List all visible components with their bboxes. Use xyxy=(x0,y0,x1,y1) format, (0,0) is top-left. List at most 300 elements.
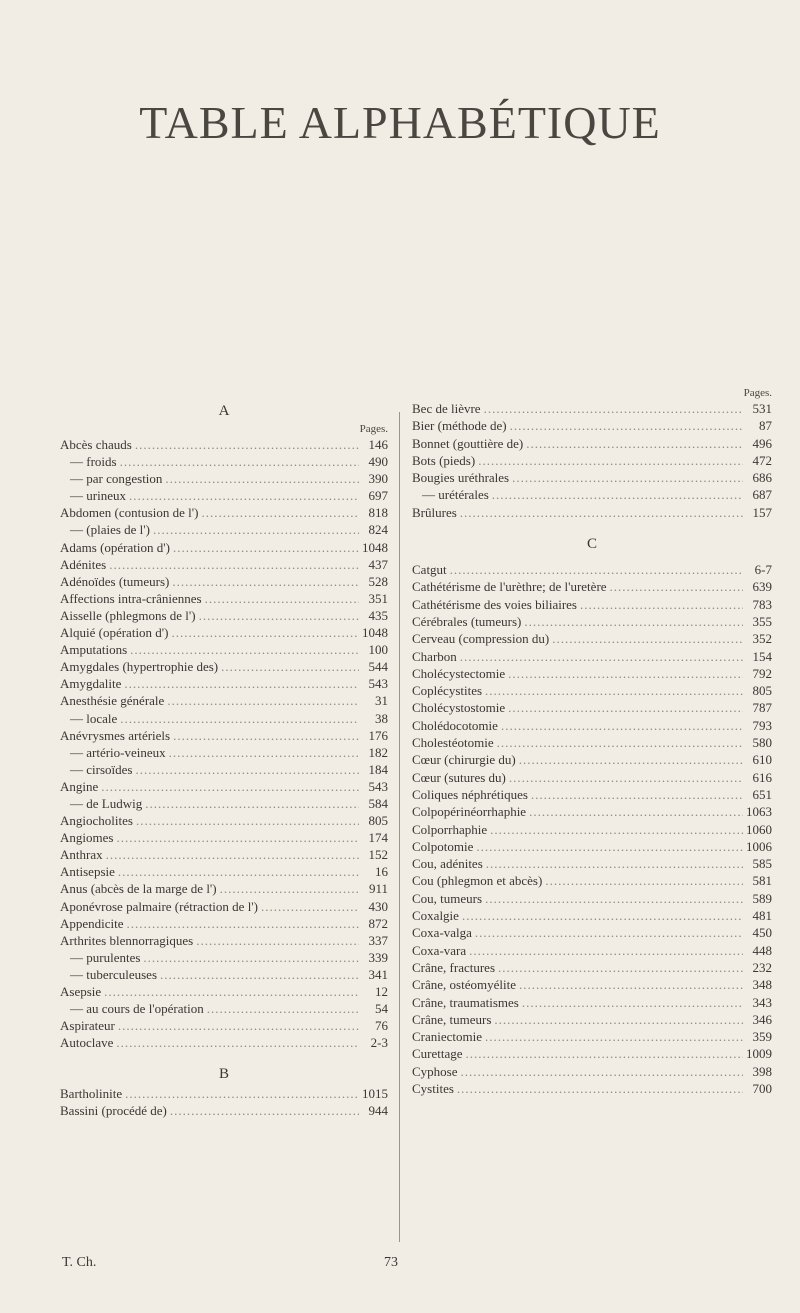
entry-page: 352 xyxy=(752,631,772,647)
dot-leader xyxy=(450,561,743,578)
entry-label: Alquié (opération d') xyxy=(60,625,169,641)
index-entry xyxy=(412,734,772,751)
entry-label: Amputations xyxy=(60,642,128,658)
entry-page: 528 xyxy=(368,573,388,589)
index-entry xyxy=(412,435,772,452)
index-entry xyxy=(60,829,388,846)
entry-label: Cholécystectomie xyxy=(412,665,506,681)
index-entry xyxy=(412,907,772,924)
dot-leader xyxy=(466,1045,743,1062)
entry-label: — artério-veineux xyxy=(70,744,166,760)
index-entry xyxy=(412,682,772,699)
dot-leader xyxy=(172,573,359,590)
entry-label: Cœur (chirurgie du) xyxy=(412,752,516,768)
dot-leader xyxy=(476,838,743,855)
entry-label: Craniectomie xyxy=(412,1029,483,1045)
dot-leader xyxy=(486,855,743,872)
index-entry xyxy=(60,641,388,658)
dot-leader xyxy=(120,710,359,727)
index-entry xyxy=(60,915,388,932)
entry-label: Autoclave xyxy=(60,1035,114,1051)
dot-leader xyxy=(519,751,743,768)
index-entry xyxy=(60,539,388,556)
entry-label: Aspirateur xyxy=(60,1018,115,1034)
entry-label: Cathétérisme des voies biliaires xyxy=(412,596,577,612)
entry-page: 348 xyxy=(752,977,772,993)
dot-leader xyxy=(509,769,743,786)
entry-page: 174 xyxy=(368,830,388,846)
entry-label: Colporrhaphie xyxy=(412,821,488,837)
pages-label-left: Pages. xyxy=(359,423,388,435)
dot-leader xyxy=(201,504,359,521)
index-entry xyxy=(60,880,388,897)
entry-label: Bassini (procédé de) xyxy=(60,1103,167,1119)
entry-page: 359 xyxy=(752,1029,772,1045)
column-divider xyxy=(399,412,400,1242)
entry-label: Anévrysmes artériels xyxy=(60,727,171,743)
entries-a xyxy=(60,436,388,1051)
index-entry xyxy=(412,786,772,803)
dot-leader xyxy=(494,1011,743,1028)
entry-page: 184 xyxy=(368,761,388,777)
index-entry xyxy=(412,578,772,595)
dot-leader xyxy=(173,539,359,556)
entry-label: Coplécystites xyxy=(412,683,483,699)
dot-leader xyxy=(196,932,359,949)
entry-page: 343 xyxy=(752,994,772,1010)
dot-leader xyxy=(129,487,359,504)
entry-label: Catgut xyxy=(412,562,447,578)
entry-label: Cystites xyxy=(412,1080,454,1096)
entry-label: — locale xyxy=(70,710,118,726)
entry-page: 76 xyxy=(375,1018,388,1034)
index-entry xyxy=(412,751,772,768)
dot-leader xyxy=(116,1034,359,1051)
index-entry xyxy=(412,1011,772,1028)
entry-page: 152 xyxy=(368,847,388,863)
dot-leader xyxy=(508,699,743,716)
entry-page: 686 xyxy=(752,470,772,486)
dot-leader xyxy=(512,469,743,486)
entry-page: 543 xyxy=(368,676,388,692)
entry-label: Bier (méthode de) xyxy=(412,418,507,434)
entry-page: 100 xyxy=(368,642,388,658)
entry-page: 580 xyxy=(752,735,772,751)
entry-label: Asepsie xyxy=(60,984,102,999)
dot-leader xyxy=(118,1017,359,1034)
index-entry xyxy=(60,1017,388,1034)
index-entry xyxy=(412,1045,772,1062)
index-entry xyxy=(412,1080,772,1097)
entry-page: 1009 xyxy=(746,1046,772,1062)
index-entry xyxy=(412,561,772,578)
entry-label: Cyphose xyxy=(412,1063,458,1079)
index-entry xyxy=(60,624,388,641)
entries-b-right xyxy=(412,400,772,521)
index-entry xyxy=(60,1102,388,1119)
section-letter-b: B xyxy=(218,1066,229,1083)
dot-leader xyxy=(498,959,743,976)
entry-label: Bots (pieds) xyxy=(412,452,476,468)
dot-leader xyxy=(109,556,359,573)
entry-page: 54 xyxy=(375,1001,388,1017)
dot-leader xyxy=(125,1085,359,1102)
page-number: 73 xyxy=(384,1255,398,1270)
index-entry xyxy=(412,400,772,417)
entry-label: Abcès chauds xyxy=(60,437,132,452)
entry-label: Cérébrales (tumeurs) xyxy=(412,613,522,629)
entry-page: 87 xyxy=(759,418,772,434)
entry-label: Cerveau (compression du) xyxy=(412,631,550,647)
entry-page: 584 xyxy=(368,795,388,811)
dot-leader xyxy=(143,949,359,966)
dot-leader xyxy=(136,812,359,829)
entry-label: Coxa-valga xyxy=(412,925,472,941)
dot-leader xyxy=(205,590,359,607)
entry-page: 792 xyxy=(752,665,772,681)
entry-page: 490 xyxy=(368,454,388,470)
entry-label: Cholécystostomie xyxy=(412,700,506,716)
entry-label: Curettage xyxy=(412,1046,463,1062)
entry-page: 639 xyxy=(752,579,772,595)
index-entry xyxy=(412,504,772,521)
index-entry xyxy=(412,452,772,469)
entry-label: Arthrites blennorragiques xyxy=(60,932,194,948)
dot-leader xyxy=(484,400,743,417)
dot-leader xyxy=(207,1000,359,1017)
dot-leader xyxy=(135,436,359,453)
entry-page: 16 xyxy=(375,864,388,880)
entry-label: — purulentes xyxy=(70,949,141,965)
entry-page: 157 xyxy=(752,504,772,520)
dot-leader xyxy=(457,1080,743,1097)
entry-label: Angine xyxy=(60,778,99,794)
entry-page: 182 xyxy=(368,744,388,760)
entry-label: Crâne, tumeurs xyxy=(412,1011,492,1027)
dot-leader xyxy=(497,734,743,751)
index-entry xyxy=(60,556,388,573)
entry-label: Angiomes xyxy=(60,830,114,846)
entry-label: Affections intra-crâniennes xyxy=(60,590,202,606)
dot-leader xyxy=(461,1063,744,1080)
index-entry xyxy=(412,1063,772,1080)
entry-page: 435 xyxy=(368,607,388,623)
dot-leader xyxy=(153,521,359,538)
index-column-left xyxy=(60,400,388,1120)
entry-label: Coliques néphrétiques xyxy=(412,786,528,802)
dot-leader xyxy=(610,578,743,595)
entry-label: Coxa-vara xyxy=(412,942,467,958)
entry-label: Amygdalite xyxy=(60,676,122,692)
entry-page: 31 xyxy=(375,693,388,709)
index-entry xyxy=(412,613,772,630)
entry-label: Appendicite xyxy=(60,915,124,931)
index-entry xyxy=(60,436,388,453)
dot-leader xyxy=(135,761,359,778)
entry-page: 232 xyxy=(752,959,772,975)
entry-page: 450 xyxy=(752,925,772,941)
entry-page: 687 xyxy=(752,487,772,503)
entry-label: — de Ludwig xyxy=(70,795,143,811)
index-entry xyxy=(60,1085,388,1102)
section-letter-c: C xyxy=(586,536,597,553)
dot-leader xyxy=(524,613,743,630)
entry-page: 824 xyxy=(368,522,388,538)
entry-label: Adénoïdes (tumeurs) xyxy=(60,573,170,589)
index-entry xyxy=(60,607,388,624)
entry-label: Brûlures xyxy=(412,504,457,520)
index-entry xyxy=(60,795,388,812)
entry-label: Bec de lièvre xyxy=(412,401,481,416)
index-entry xyxy=(412,469,772,486)
dot-leader xyxy=(130,641,359,658)
dot-leader xyxy=(460,504,743,521)
dot-leader xyxy=(170,1102,359,1119)
entry-label: Bougies uréthrales xyxy=(412,470,510,486)
entry-label: Cœur (sutures du) xyxy=(412,769,506,785)
pages-label-right: Pages. xyxy=(743,387,772,399)
dot-leader xyxy=(145,795,359,812)
dot-leader xyxy=(485,890,743,907)
dot-leader xyxy=(531,786,743,803)
dot-leader xyxy=(116,829,359,846)
entry-label: — froids xyxy=(70,454,117,470)
entry-label: Angiocholites xyxy=(60,813,133,829)
index-entry xyxy=(60,590,388,607)
entries-b-left xyxy=(60,1085,388,1119)
entry-page: 351 xyxy=(368,590,388,606)
entry-page: 6-7 xyxy=(754,562,772,578)
entry-label: Crâne, fractures xyxy=(412,959,496,975)
section-letter-a: A xyxy=(218,403,230,419)
entry-page: 472 xyxy=(752,452,772,468)
entry-label: Abdomen (contusion de l') xyxy=(60,505,199,521)
dot-leader xyxy=(120,453,359,470)
index-entry xyxy=(60,710,388,727)
dot-leader xyxy=(101,778,359,795)
entry-page: 697 xyxy=(368,488,388,504)
index-entry xyxy=(412,630,772,647)
dot-leader xyxy=(199,607,359,624)
entry-label: Bonnet (gouttière de) xyxy=(412,435,524,451)
index-entry xyxy=(412,769,772,786)
index-entry xyxy=(60,932,388,949)
index-entry xyxy=(60,453,388,470)
entry-label: — au cours de l'opération xyxy=(70,1001,204,1017)
entry-page: 805 xyxy=(368,813,388,829)
index-entry xyxy=(412,959,772,976)
dot-leader xyxy=(545,872,743,889)
dot-leader xyxy=(478,452,743,469)
dot-leader xyxy=(220,880,359,897)
dot-leader xyxy=(501,717,743,734)
index-entry xyxy=(60,675,388,692)
index-entry xyxy=(60,692,388,709)
entry-page: 1015 xyxy=(362,1086,388,1102)
entry-page: 2-3 xyxy=(370,1035,388,1051)
entry-page: 146 xyxy=(368,437,388,452)
entry-label: Colpotomie xyxy=(412,838,474,854)
entry-label: Anesthésie générale xyxy=(60,693,165,709)
entry-label: Antisepsie xyxy=(60,864,115,880)
entry-label: Amygdales (hypertrophie des) xyxy=(60,659,219,675)
entry-label: Cholédocotomie xyxy=(412,717,498,733)
dot-leader xyxy=(160,966,359,983)
entry-page: 1006 xyxy=(746,838,772,854)
dot-leader xyxy=(171,624,359,641)
dot-leader xyxy=(492,486,743,503)
index-entry xyxy=(60,778,388,795)
index-entry xyxy=(60,761,388,778)
index-entry xyxy=(412,872,772,889)
entry-page: 531 xyxy=(752,401,772,416)
entry-page: 589 xyxy=(752,890,772,906)
entry-page: 339 xyxy=(368,949,388,965)
dot-leader xyxy=(519,976,743,993)
index-entry xyxy=(60,470,388,487)
dot-leader xyxy=(460,648,743,665)
dot-leader xyxy=(118,863,359,880)
index-entry xyxy=(60,504,388,521)
entry-label: Bartholinite xyxy=(60,1086,123,1102)
entry-page: 700 xyxy=(752,1080,772,1096)
entry-label: Cou, tumeurs xyxy=(412,890,483,906)
entry-page: 616 xyxy=(752,769,772,785)
dot-leader xyxy=(124,675,359,692)
entry-page: 430 xyxy=(368,898,388,914)
entry-label: Aponévrose palmaire (rétraction de l') xyxy=(60,898,258,914)
dot-leader xyxy=(106,846,359,863)
entry-label: Cathétérisme de l'urèthre; de l'uretère xyxy=(412,579,607,595)
index-column-right xyxy=(412,386,772,1097)
entry-page: 481 xyxy=(752,908,772,924)
entry-page: 437 xyxy=(368,556,388,572)
dot-leader xyxy=(490,821,743,838)
index-entry xyxy=(60,658,388,675)
entry-page: 805 xyxy=(752,683,772,699)
entry-page: 610 xyxy=(752,752,772,768)
index-entry xyxy=(412,665,772,682)
entry-page: 543 xyxy=(368,778,388,794)
index-entry xyxy=(412,942,772,959)
dot-leader xyxy=(127,915,359,932)
dot-leader xyxy=(167,692,359,709)
dot-leader xyxy=(522,994,743,1011)
dot-leader xyxy=(508,665,743,682)
dot-leader xyxy=(485,1028,743,1045)
dot-leader xyxy=(169,744,359,761)
index-entry xyxy=(412,976,772,993)
dot-leader xyxy=(529,803,743,820)
index-entry xyxy=(60,487,388,504)
page-title: TABLE ALPHABÉTIQUE xyxy=(139,97,661,148)
index-entry xyxy=(412,1028,772,1045)
index-entry xyxy=(60,1034,388,1051)
dot-leader xyxy=(221,658,359,675)
entry-page: 448 xyxy=(752,942,772,958)
index-entry xyxy=(412,890,772,907)
index-entry xyxy=(60,949,388,966)
index-entry xyxy=(412,855,772,872)
index-entry xyxy=(412,596,772,613)
entry-label: — cirsoïdes xyxy=(70,761,133,777)
entry-label: — urétérales xyxy=(422,487,489,503)
entries-c xyxy=(412,561,772,1097)
dot-leader xyxy=(173,727,359,744)
entry-label: Anus (abcès de la marge de l') xyxy=(60,881,217,897)
entry-label: Cou, adénites xyxy=(412,856,483,872)
entry-page: 1063 xyxy=(746,804,772,820)
index-entry xyxy=(412,994,772,1011)
index-entry xyxy=(60,744,388,761)
index-entry xyxy=(60,983,388,1000)
entry-label: — par congestion xyxy=(70,471,163,487)
index-entry xyxy=(412,821,772,838)
entry-page: 581 xyxy=(752,873,772,889)
index-entry xyxy=(60,521,388,538)
index-entry xyxy=(60,846,388,863)
entry-label: Colpopérinéorrhaphie xyxy=(412,804,527,820)
entry-label: Adénites xyxy=(60,556,107,572)
dot-leader xyxy=(261,898,359,915)
dot-leader xyxy=(475,924,743,941)
index-entry xyxy=(60,573,388,590)
dot-leader xyxy=(165,470,359,487)
index-entry xyxy=(60,898,388,915)
entry-label: — urineux xyxy=(70,488,126,504)
index-entry xyxy=(60,966,388,983)
dot-leader xyxy=(526,435,743,452)
entry-page: 390 xyxy=(368,471,388,487)
index-entry xyxy=(60,1000,388,1017)
entry-page: 355 xyxy=(752,613,772,629)
dot-leader xyxy=(469,942,743,959)
entry-page: 38 xyxy=(375,710,388,726)
dot-leader xyxy=(580,596,743,613)
entry-page: 818 xyxy=(368,505,388,521)
entry-page: 346 xyxy=(752,1011,772,1027)
entry-page: 1048 xyxy=(362,539,388,555)
index-entry xyxy=(412,803,772,820)
entry-page: 12 xyxy=(375,984,388,999)
index-entry xyxy=(412,838,772,855)
entry-page: 793 xyxy=(752,717,772,733)
dot-leader xyxy=(485,682,743,699)
entry-page: 176 xyxy=(368,727,388,743)
entry-label: Aisselle (phlegmons de l') xyxy=(60,607,196,623)
dot-leader xyxy=(510,417,743,434)
entry-page: 911 xyxy=(368,881,388,897)
entry-label: Crâne, traumatismes xyxy=(412,994,519,1010)
entry-page: 1060 xyxy=(746,821,772,837)
entry-page: 585 xyxy=(752,856,772,872)
index-entry xyxy=(412,417,772,434)
entry-label: Charbon xyxy=(412,648,457,664)
entry-page: 651 xyxy=(752,786,772,802)
dot-leader xyxy=(104,983,359,1000)
index-entry xyxy=(412,648,772,665)
entry-label: Crâne, ostéomyélite xyxy=(412,977,516,993)
entry-page: 783 xyxy=(752,596,772,612)
dot-leader xyxy=(462,907,743,924)
index-entry xyxy=(412,924,772,941)
entry-page: 787 xyxy=(752,700,772,716)
index-entry xyxy=(60,727,388,744)
entry-page: 544 xyxy=(368,659,388,675)
entry-page: 1048 xyxy=(362,625,388,641)
index-entry xyxy=(60,863,388,880)
entry-page: 341 xyxy=(368,966,388,982)
